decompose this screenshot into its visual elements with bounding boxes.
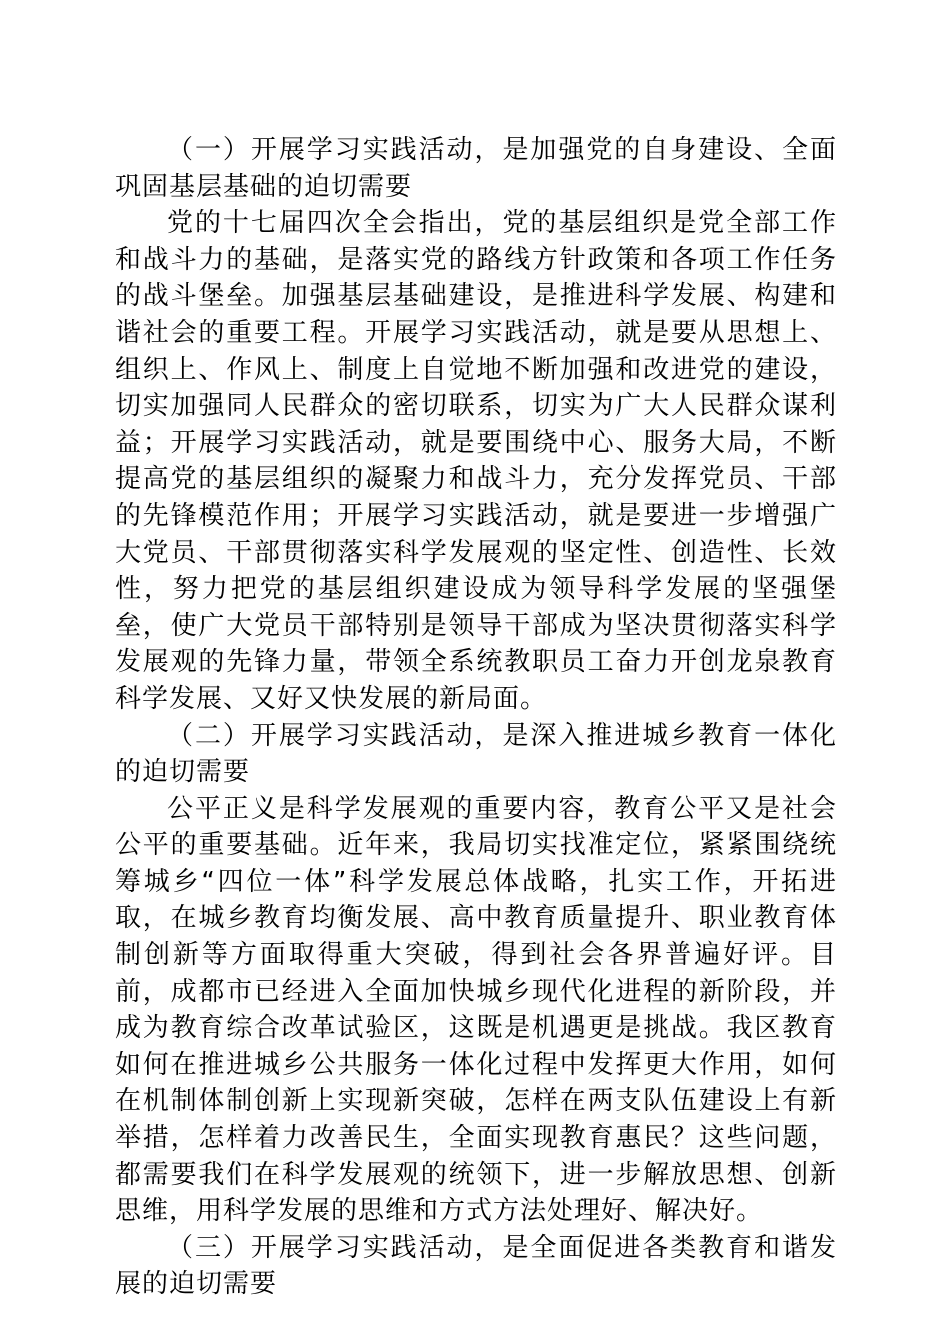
body-paragraph-1: 党的十七届四次全会指出，党的基层组织是党全部工作和战斗力的基础，是落实党的路线方针政策和各项工作任务的战斗堡垒。加强基层基础建设，是推进科学发展、构建和谐社会的重要工程。开展学习实践活动，就是要从思想上、组织上、作风上、制度上自觉地不断加强和改进党的建设，切实加强同人民群众的密切联系，切实为广大人民群众谋利益；开展学习实践活动，就是要围绕中心、服务大局，不断提高党的基层组织的凝聚力和战斗力，充分发挥党员、干部的先锋模范作用；开展学习实践活动，就是要进一步增强广大党员、干部贯彻落实科学发展观的坚定性、创造性、长效性，努力把党的基层组织建设成为领导科学发展的坚强堡垒，使广大党员干部特别是领导干部成为坚决贯彻落实科学发展观的先锋力量，带领全系统教职员工奋力开创龙泉教育科学发展、又好又快发展的新局面。 [115,208,837,714]
section-heading-2: （二）开展学习实践活动，是深入推进城乡教育一体化的迫切需要 [115,720,837,788]
body-paragraph-2: 公平正义是科学发展观的重要内容，教育公平又是社会公平的重要基础。近年来，我局切实找准定位，紧紧围绕统筹城乡“四位一体”科学发展总体战略，扎实工作，开拓进取，在城乡教育均衡发展、高中教育质量提升、职业教育体制创新等方面取得重大突破，得到社会各界普遍好评。目前，成都市已经进入全面加快城乡现代化进程的新阶段，并成为教育综合改革试验区，这既是机遇更是挑战。我区教育如何在推进城乡公共服务一体化过程中发挥更大作用，如何在机制体制创新上实现新突破，怎样在两支队伍建设上有新举措，怎样着力改善民生，全面实现教育惠民？这些问题，都需要我们在科学发展观的统领下，进一步解放思想、创新思维，用科学发展的思维和方式方法处理好、解决好。 [115,793,837,1227]
document-body [115,132,837,1303]
section-heading-3: （三）开展学习实践活动，是全面促进各类教育和谐发展的迫切需要 [115,1232,837,1300]
section-heading-1: （一）开展学习实践活动，是加强党的自身建设、全面巩固基层基础的迫切需要 [115,135,837,202]
